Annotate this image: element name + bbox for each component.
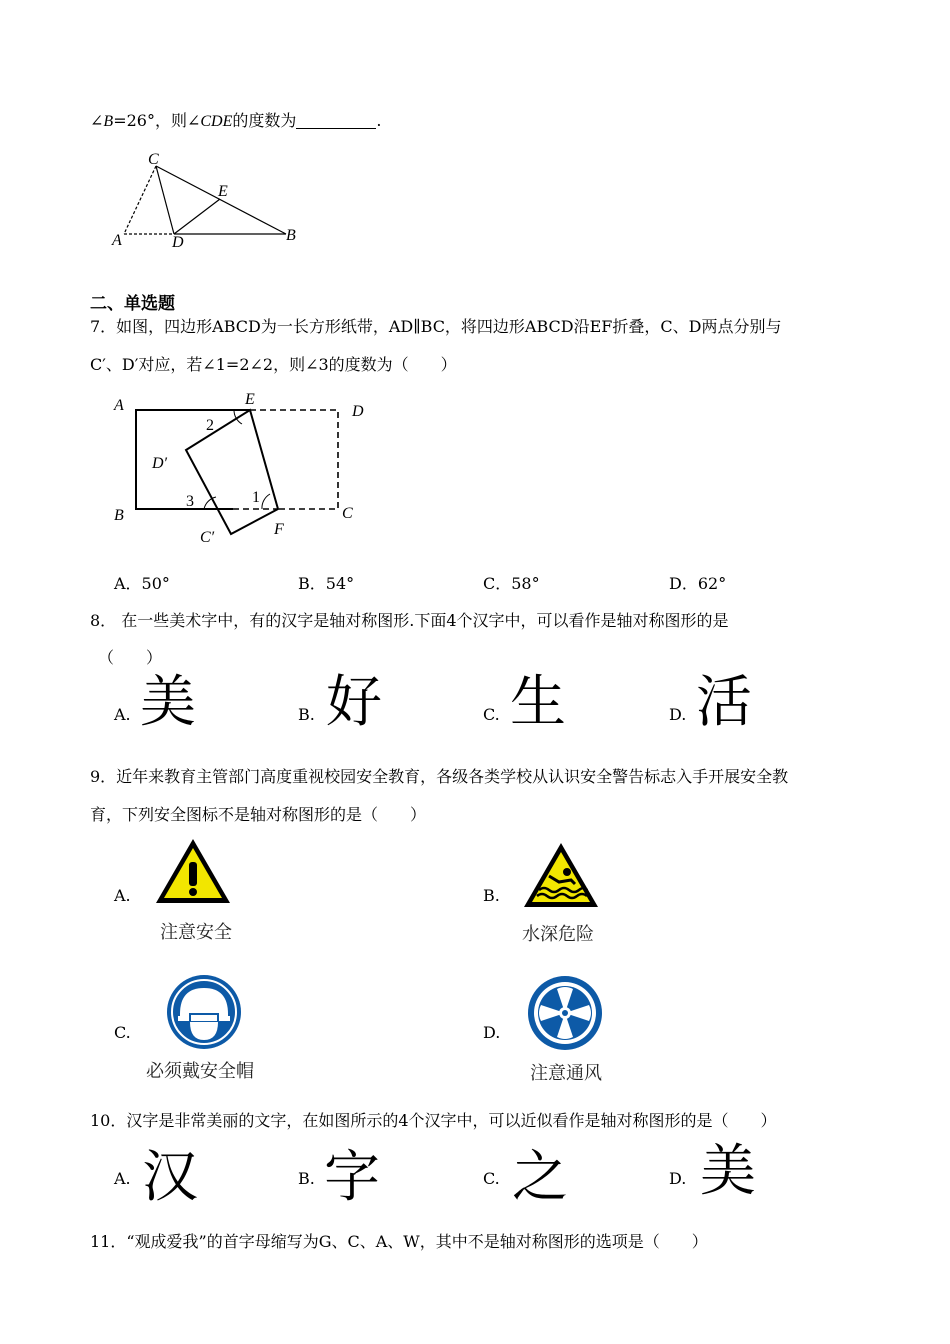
q7-fold-figure [108, 388, 368, 548]
q8-char-d: 活 [696, 670, 752, 735]
q6-text-degree: 的度数为 [232, 111, 297, 130]
q8-line1: 8． 在一些美术字中，有的汉字是轴对称图形.下面4个汉字中，可以看作是轴对称图形的是 [90, 611, 729, 630]
q6-tail-line [90, 108, 381, 131]
q10-option-a[interactable]: A. [114, 1169, 131, 1188]
fig6-label-b: B [286, 227, 296, 244]
fig6-label-c: C [148, 151, 159, 168]
q10-line1: 10．汉字是非常美丽的文字，在如图所示的4个汉字中，可以近似看作是轴对称图形的是（ ） [90, 1111, 777, 1130]
q8-char-a: 美 [140, 670, 196, 735]
q7-option-a[interactable]: A．50° [114, 574, 170, 593]
fig7-angle-1: 1 [252, 489, 260, 506]
fig7-angle-3: 3 [186, 493, 194, 510]
q9-option-c[interactable]: C. [114, 1023, 131, 1042]
q8-option-a[interactable]: A. [114, 705, 131, 724]
q10-char-b: 字 [324, 1145, 380, 1210]
q9-caption-d: 注意通风 [530, 1063, 602, 1084]
q10-option-d[interactable]: D. [669, 1169, 687, 1188]
q9-caption-b: 水深危险 [522, 924, 594, 945]
section-title: 二、单选题 [90, 294, 175, 314]
fig6-label-d: D [172, 234, 184, 251]
q9-option-b[interactable]: B. [483, 886, 500, 905]
fig6-label-a: A [112, 232, 122, 249]
fig7-label-c: C [342, 505, 353, 522]
q8-option-b[interactable]: B. [298, 705, 315, 724]
equals-26: =26 [113, 111, 147, 130]
q6-period: . [376, 111, 382, 130]
q9-option-a[interactable]: A. [114, 886, 131, 905]
deep-water-icon [521, 840, 601, 910]
fig7-angle-2: 2 [206, 417, 214, 434]
ventilation-fan-icon [527, 975, 603, 1051]
q6-triangle-figure [108, 148, 308, 253]
fig7-label-b: B [114, 507, 124, 524]
fig7-label-a: A [114, 397, 124, 414]
answer-blank[interactable] [296, 112, 376, 129]
q8-option-c[interactable]: C. [483, 705, 500, 724]
q8-line2: （ ） [98, 648, 163, 667]
safety-helmet-icon [166, 974, 242, 1050]
q10-option-b[interactable]: B. [298, 1169, 315, 1188]
label-cde: CDE [200, 113, 233, 130]
q7-line1: 7．如图，四边形ABCD为一长方形纸带，AD∥BC，将四边形ABCD沿EF折叠，C、D两点分别与 [90, 317, 782, 336]
label-b: B [103, 113, 114, 130]
q11-line1: 11．“观成爱我”的首字母缩写为G、C、A、W，其中不是轴对称图形的选项是（ ） [90, 1232, 708, 1251]
q7-option-b[interactable]: B．54° [298, 574, 355, 593]
q10-char-c: 之 [512, 1145, 568, 1210]
q10-char-a: 汉 [142, 1145, 198, 1210]
q6-text-then: ，则∠ [154, 111, 201, 130]
q7-option-d[interactable]: D．62° [669, 574, 727, 593]
q9-line2: 育，下列安全图标不是轴对称图形的是（ ） [90, 805, 427, 824]
q8-char-c: 生 [510, 670, 566, 735]
angle-symbol: ∠ [90, 111, 104, 130]
fig7-label-f: F [274, 521, 284, 538]
q9-caption-a: 注意安全 [160, 922, 232, 943]
q9-caption-c: 必须戴安全帽 [146, 1061, 254, 1082]
q7-line2: C′、D′对应，若∠1=2∠2，则∠3的度数为（ ） [90, 355, 457, 374]
q9-option-d[interactable]: D. [483, 1023, 501, 1042]
fig7-label-d: D [352, 403, 364, 420]
fig7-label-c-prime: C′ [200, 529, 215, 546]
q8-char-b: 好 [326, 670, 382, 735]
fig7-label-d-prime: D′ [152, 455, 168, 472]
q9-line1: 9．近年来教育主管部门高度重视校园安全教育，各级各类学校从认识安全警告标志入手开展安全教 [90, 767, 789, 786]
q10-option-c[interactable]: C. [483, 1169, 500, 1188]
q7-option-c[interactable]: C．58° [483, 574, 540, 593]
warning-exclamation-icon [153, 836, 233, 906]
q8-option-d[interactable]: D. [669, 705, 687, 724]
fig7-label-e: E [245, 391, 255, 408]
degree-symbol: ° [146, 111, 155, 130]
q10-char-d: 美 [700, 1139, 756, 1204]
fig6-label-e: E [218, 183, 228, 200]
